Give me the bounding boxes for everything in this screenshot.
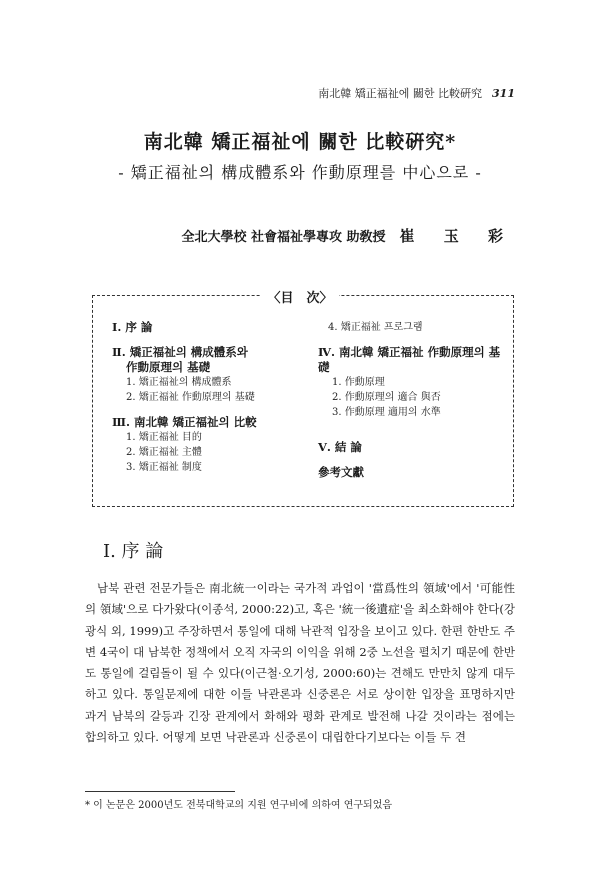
body-paragraph: 남북 관련 전문가들은 南北統一이라는 국가적 과업이 '當爲性의 領域'에서 '可能性의 領域'으로 다가왔다(이종석, 2000:22)고, 혹은 '統一後遺症'을 최소화해야 한다(강광식 외, 1999)고 주장하면서 통일에 대해 낙관적 입장을 보이고 있다. 한편 한반도 주변 4국이 대 남북한 정책에서 오직 자국의 이익을 위해 2중 노선을 펼치기 때문에 한반도 통일에 걸림돌이 될 수 있다(이근철·오기성, 2000:60)는 견해도 만만치 않게 대두하고 있다. 통일문제에 대한 이들 낙관론과 신중론은 서로 상이한 입장을 표명하지만 과거 남북의 갈등과 긴장 관계에서 화해와 평화 관계로 발전해 나갈 것이라는 점에는 합의하고 있다. 어떻게 보면 낙관론과 신중론이 대립한다기보다는 이들 두 견 bbox=[85, 581, 515, 745]
toc-heading-3: Ⅲ. 南北韓 矯正福祉의 比較 bbox=[112, 415, 257, 429]
toc-heading-2b: 作動原理의 基礎 bbox=[126, 360, 211, 374]
toc-heading-4: Ⅳ. 南北韓 矯正福祉 作動原理의 基礎 bbox=[318, 345, 501, 374]
paper-title: 南北韓 矯正福祉에 關한 比較硏究* bbox=[143, 131, 457, 153]
toc-item: 1. 矯正福祉 目的 bbox=[126, 432, 202, 443]
toc-label: 〈目 次〉 bbox=[0, 287, 600, 306]
toc-heading-5: Ⅴ. 結 論 bbox=[318, 440, 362, 454]
toc-item: 3. 矯正福祉 制度 bbox=[126, 462, 202, 473]
author-affiliation: 全北大學校 社會福祉學專攻 助敎授 bbox=[181, 230, 386, 245]
running-title: 南北韓 矯正福祉에 關한 比較硏究 bbox=[318, 87, 483, 100]
toc-item: 2. 矯正福祉 主體 bbox=[126, 447, 202, 458]
toc-left-column bbox=[112, 320, 312, 475]
toc-item: 2. 矯正福祉 作動原理의 基礎 bbox=[126, 392, 255, 403]
footnote: * 이 논문은 2000년도 전북대학교의 지원 연구비에 의하여 연구되었음 bbox=[85, 800, 393, 811]
toc-item: 3. 作動原理 適用의 水準 bbox=[332, 407, 441, 418]
section-title: Ⅰ. 序 論 bbox=[103, 541, 164, 562]
toc-right-column bbox=[318, 320, 508, 480]
footnote-rule bbox=[85, 791, 235, 792]
toc-heading-refs: 參考文獻 bbox=[318, 465, 364, 479]
toc-heading-1: Ⅰ. 序 論 bbox=[112, 320, 153, 334]
author-name: 崔 玉 彩 bbox=[399, 227, 515, 245]
toc-item: 4. 矯正福祉 프로그램 bbox=[328, 322, 423, 333]
running-header bbox=[318, 85, 515, 101]
page-number: 311 bbox=[492, 87, 515, 100]
toc-item: 1. 矯正福祉의 構成體系 bbox=[126, 377, 232, 388]
author-line bbox=[181, 225, 515, 246]
paper-subtitle: - 矯正福祉의 構成體系와 作動原理를 中心으로 - bbox=[118, 163, 482, 182]
toc-item: 1. 作動原理 bbox=[332, 377, 385, 388]
toc-heading-2: Ⅱ. 矯正福祉의 構成體系와 bbox=[112, 345, 248, 359]
toc-item: 2. 作動原理의 適合 與否 bbox=[332, 392, 441, 403]
